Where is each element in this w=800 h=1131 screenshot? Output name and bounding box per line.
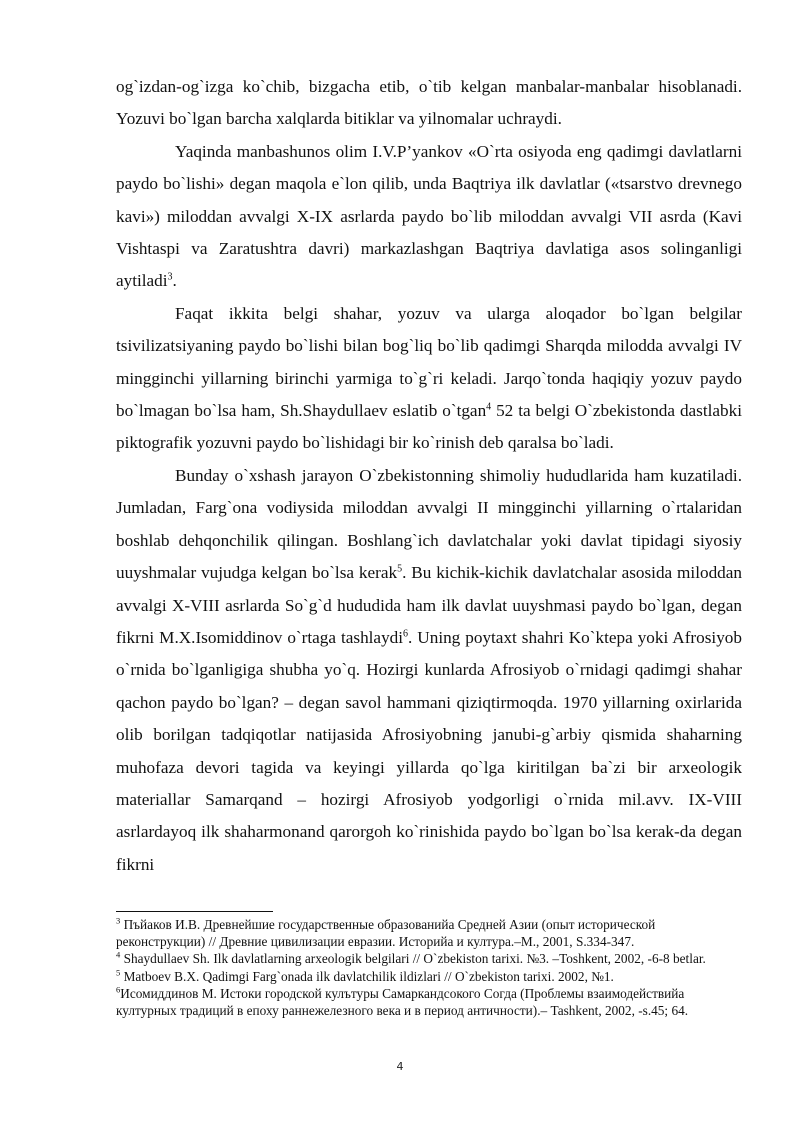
- footnote-reference: 5: [397, 563, 403, 575]
- footnote: [116, 985, 742, 1019]
- footnote-text: Исомиддинов М. Истоки городской кулътуры Самаркандсокого Согда (Проблемы взаимодействийа културных традиций в епоху раннежелезного века и в период античности).– Tashkent, 2002, -s.45; 64.: [116, 985, 689, 1019]
- footnote-number: 3: [116, 915, 121, 926]
- paragraph-text: . Uning poytaxt shahri Ko`ktepa yoki Afrosiyob o`rnida bo`lganligiga shubha yo`q. Hozirgi kunlarda Afrosiyob o`rnidagi qadimgi shahar qachon paydo bo`lgan? – degan savol hammani qiziqtirmoqda. 1970 yillarning oxirlarida olib borilgan tadqiqotlar natijasida Afrosiyobning janubi-g`arbiy qismida shaharning muhofaza devori tagida va keyingi yillarda qo`lga kiritilgan ba`zi bir arxeologik materiallar Samarqand – hozirgi Afrosiyob yodgorligi o`rnida mil.avv. IX-VIII asrlardayoq ilk shaharmonand qarorgoh ko`rinishida paydo bo`lgan bo`lsa kerak-da degan fikrni: [116, 627, 742, 874]
- paragraph-text: Bunday o`xshash jarayon O`zbekistonning shimoliy hududlarida ham kuzatiladi. Jumladan, Farg`ona vodiysida miloddan avvalgi II mingginchi yillarning o`rtalaridan boshlab dehqonchilik qilingan. Boshlang`ich davlatchalar yoki davlat tipidagi siyosiy uuyshmalar vujudga kelgan bo`lsa kerak: [116, 465, 742, 583]
- paragraph: [116, 136, 742, 298]
- footnote-separator: [116, 911, 273, 912]
- footnote-reference: 3: [167, 271, 173, 283]
- page-number: 4: [396, 1060, 404, 1073]
- paragraph-text: .: [172, 271, 177, 291]
- paragraph: [116, 71, 742, 136]
- paragraph: [116, 298, 742, 460]
- footnote-reference: 4: [486, 401, 492, 413]
- footnote-reference: 6: [403, 628, 409, 640]
- footnote-number: 4: [116, 949, 121, 960]
- main-text: [116, 71, 742, 881]
- paragraph-text: Yaqinda manbashunos olim I.V.P’yankov «O`rta osiyoda eng qadimgi davlatlarni paydo bo`lishi» degan maqola e`lon qilib, unda Baqtriya ilk davlatlar («tsarstvo drevnego kavi») miloddan avvalgi X-IX asrlarda paydo bo`lib miloddan avvalgi VII asrda (Kavi Vishtaspi va Zaratushtra davri) markazlashgan Baqtriya davlatiga asos solinganligi aytiladi: [116, 141, 742, 291]
- footnote-number: 6: [116, 984, 121, 995]
- footnote: [116, 916, 742, 950]
- footnote: [116, 950, 742, 967]
- paragraph-text: Faqat ikkita belgi shahar, yozuv va ularga aloqador bo`lgan belgilar tsivilizatsiyaning paydo bo`lishi bilan bog`liq bo`lib qadimgi Sharqda milodda avvalgi IV mingginchi yillarning birinchi yarmiga to`g`ri keladi. Jarqo`tonda haqiqiy yozuv paydo bo`lmagan bo`lsa ham, Sh.Shaydullaev eslatib o`tgan: [116, 303, 742, 421]
- paragraph: [116, 460, 742, 881]
- footnote-text: Shaydullaev Sh. Ilk davlatlarning arxeologik belgilari // O`zbekiston tarixi. №3. –Toshkent, 2002, -6-8 betlar.: [120, 951, 706, 967]
- footnote-text: Пъйаков И.В. Древнейшие государственные образованийа Средней Азии (опыт исторической реконструкции) // Древние цивилизации евразии. Историйа и културa.–М., 2001, S.334-347.: [116, 917, 656, 950]
- footnote-text: Matboev B.X. Qadimgi Farg`onada ilk davlatchilik ildizlari // O`zbekiston tarixi. 2002, №1.: [120, 968, 614, 984]
- paragraph-text: . Bu kichik-kichik davlatchalar asosida miloddan avvalgi X-VIII asrlarda So`g`d hududida ham ilk davlat uuyshmasi paydo bo`lgan, degan fikrni M.X.Isomiddinov o`rtaga tashlaydi: [116, 563, 742, 647]
- footnotes: [116, 916, 742, 1019]
- paragraph-text: 52 ta belgi O`zbekistonda dastlabki piktografik yozuvni paydo bo`lishidagi bir ko`rinish deb qaralsa bo`ladi.: [116, 401, 742, 453]
- footnote: [116, 968, 742, 985]
- footnote-number: 5: [116, 967, 121, 978]
- paragraph-text: og`izdan-og`izga ko`chib, bizgacha etib, o`tib kelgan manbalar-manbalar hisoblanadi. Yozuvi bo`lgan barcha xalqlarda bitiklar va yilnomalar uchraydi.: [116, 77, 742, 129]
